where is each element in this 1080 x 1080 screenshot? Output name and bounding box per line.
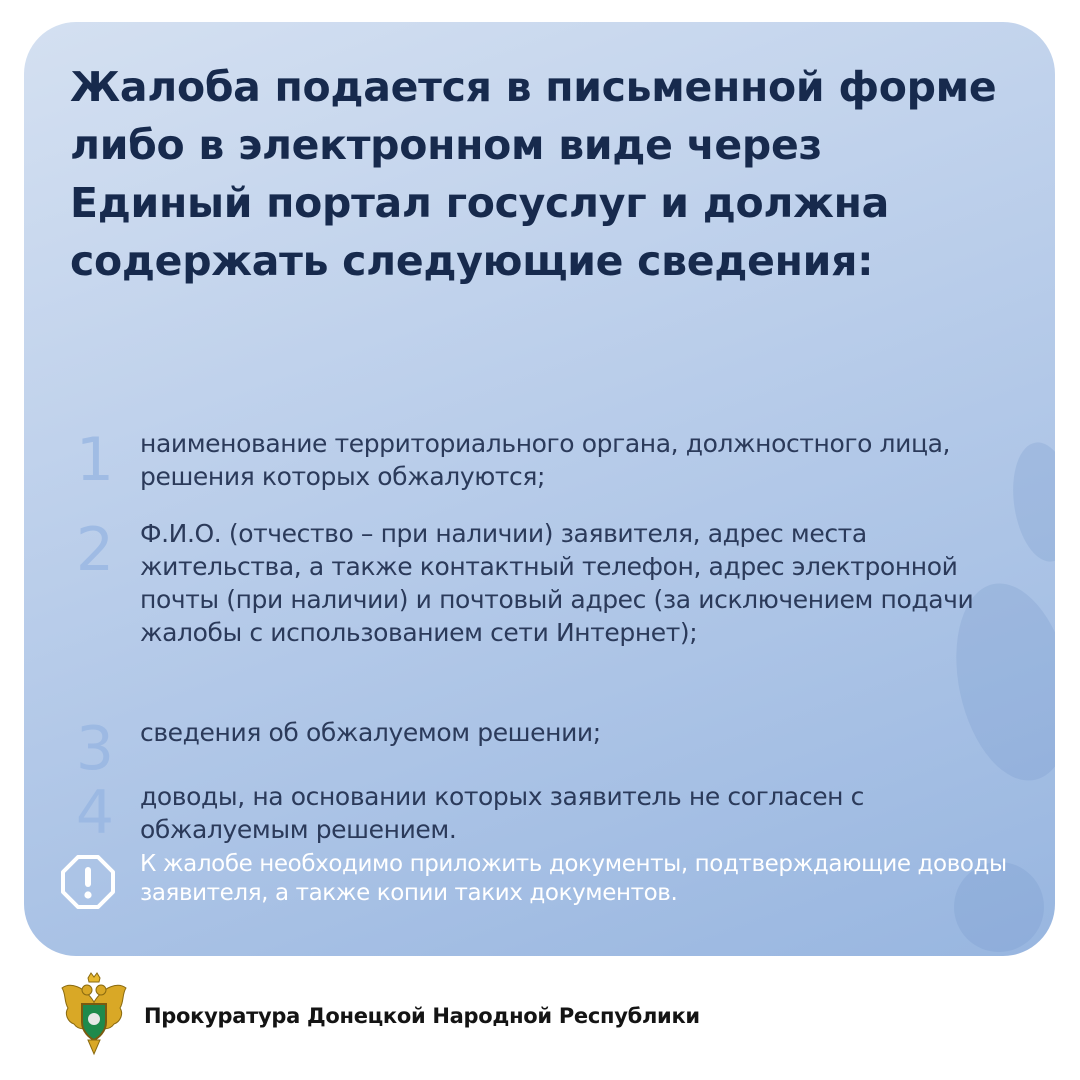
note-text: К жалобе необходимо приложить документы, подтверждающие доводы заявителя, а также копии таких документов. xyxy=(140,851,1007,906)
item-text: сведения об обжалуемом решении; xyxy=(140,718,601,747)
item-text: доводы, на основании которых заявитель не согласен с обжалуемым решением. xyxy=(140,782,865,844)
item-number: 3 xyxy=(75,714,115,784)
item-number: 1 xyxy=(75,425,115,495)
organization-name: Прокуратура Донецкой Народной Республики xyxy=(144,1004,700,1028)
prosecutor-emblem-icon xyxy=(58,972,130,1056)
footer xyxy=(58,972,1018,1062)
page-title: Жалоба подается в письменной форме либо в электронном виде через Единый портал госуслуг и должна содержать следующие сведения: xyxy=(70,63,997,285)
item-text: наименование территориального органа, должностного лица, решения которых обжалуются; xyxy=(140,429,951,491)
item-number: 2 xyxy=(75,515,115,585)
exclamation-octagon-icon xyxy=(60,854,116,910)
item-text: Ф.И.О. (отчество – при наличии) заявителя, адрес места жительства, а также контактный телефон, адрес электронной почты (при наличии) и почтовый адрес (за исключением подачи жалобы с использованием сети Интернет); xyxy=(140,519,974,647)
item-number: 4 xyxy=(75,778,115,848)
